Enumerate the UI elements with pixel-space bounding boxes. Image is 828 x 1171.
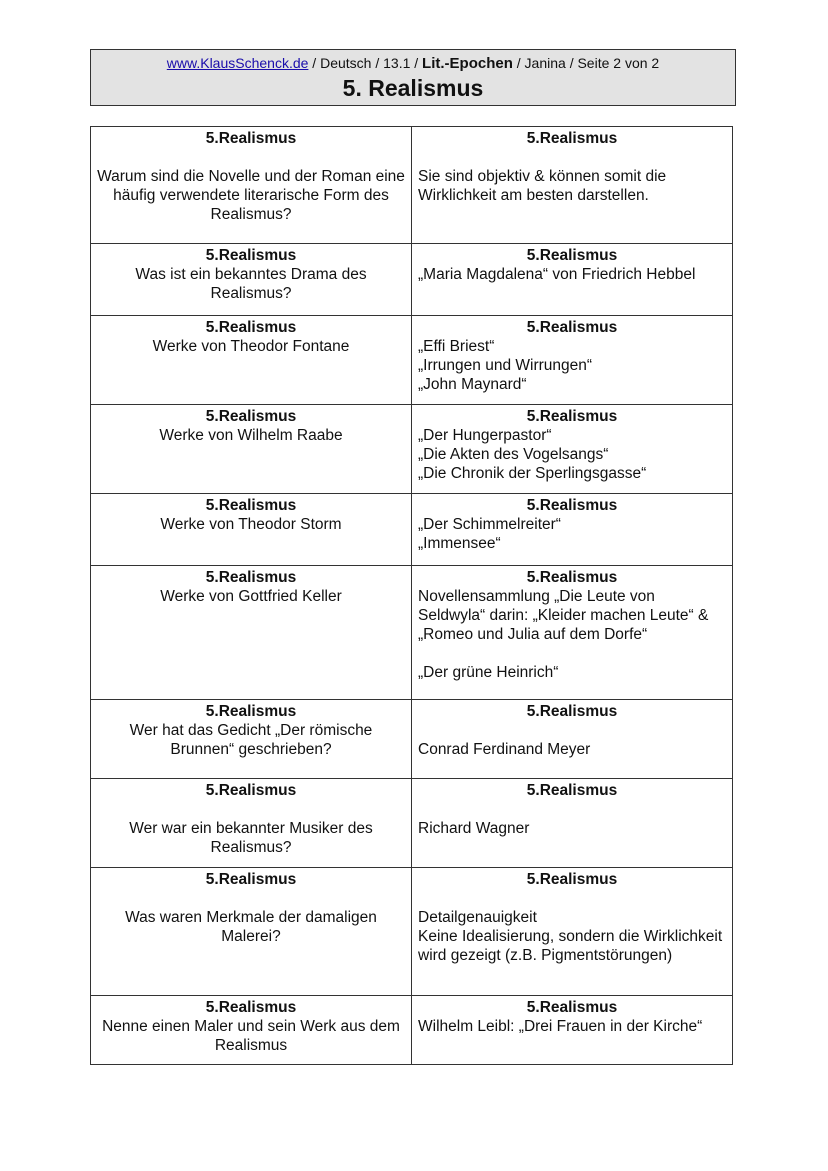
question-cell (91, 700, 412, 779)
answer-text: Detailgenauigkeit Keine Idealisierung, sondern die Wirklichkeit wird gezeigt (z.B. Pigmentstörungen) (418, 909, 723, 964)
question-text: Werke von Theodor Storm (160, 516, 342, 533)
card-row (91, 566, 733, 700)
answer-cell (412, 494, 733, 566)
answer-cell (412, 244, 733, 316)
question-cell (91, 996, 412, 1065)
answer-caption: 5.Realismus (526, 319, 618, 336)
answer-caption: 5.Realismus (526, 130, 618, 147)
question-caption: 5.Realismus (205, 130, 297, 147)
page-title: 5. Realismus (342, 75, 484, 101)
question-cell (91, 868, 412, 996)
answer-text: „Effi Briest“ „Irrungen und Wirrungen“ „John Maynard“ (418, 338, 593, 393)
question-cell (91, 779, 412, 868)
question-cell (91, 244, 412, 316)
answer-caption: 5.Realismus (526, 569, 618, 586)
question-caption: 5.Realismus (205, 569, 297, 586)
question-text: Werke von Wilhelm Raabe (159, 427, 343, 444)
answer-text: „Maria Magdalena“ von Friedrich Hebbel (418, 266, 696, 283)
question-text: Wer hat das Gedicht „Der römische Brunnen“ geschrieben? (129, 722, 373, 758)
answer-caption: 5.Realismus (526, 497, 618, 514)
card-row (91, 127, 733, 244)
question-text: Nenne einen Maler und sein Werk aus dem Realismus (102, 1018, 400, 1054)
question-caption: 5.Realismus (205, 497, 297, 514)
answer-text: „Der Hungerpastor“ „Die Akten des Vogelsangs“ „Die Chronik der Sperlingsgasse“ (418, 427, 647, 482)
question-text: Wer war ein bekannter Musiker des Realismus? (129, 820, 373, 856)
answer-cell (412, 316, 733, 405)
card-row (91, 996, 733, 1065)
question-cell (91, 566, 412, 700)
question-text: Was ist ein bekanntes Drama des Realismus? (135, 266, 367, 302)
question-caption: 5.Realismus (205, 319, 297, 336)
card-row (91, 244, 733, 316)
question-text: Werke von Theodor Fontane (152, 338, 350, 355)
header-breadcrumb (91, 54, 735, 73)
breadcrumb-path: / Deutsch / 13.1 / (308, 55, 423, 71)
answer-cell (412, 779, 733, 868)
card-row (91, 316, 733, 405)
card-row (91, 405, 733, 494)
page-header (90, 49, 736, 106)
question-cell (91, 127, 412, 244)
question-text: Warum sind die Novelle und der Roman eine häufig verwendete literarische Form des Realismus? (97, 168, 405, 223)
answer-caption: 5.Realismus (526, 247, 618, 264)
flashcard-table (90, 126, 733, 1065)
answer-cell (412, 127, 733, 244)
answer-text: Novellensammlung „Die Leute von Seldwyla“ darin: „Kleider machen Leute“ & „Romeo und Julia auf dem Dorfe“ „Der grüne Heinrich“ (418, 588, 709, 681)
breadcrumb-topic: Lit.-Epochen (422, 55, 513, 72)
site-link[interactable]: www.KlausSchenck.de (166, 55, 309, 71)
answer-cell (412, 566, 733, 700)
question-caption: 5.Realismus (205, 408, 297, 425)
answer-caption: 5.Realismus (526, 703, 618, 720)
question-caption: 5.Realismus (205, 703, 297, 720)
answer-text: Wilhelm Leibl: „Drei Frauen in der Kirche“ (418, 1018, 703, 1035)
answer-cell (412, 868, 733, 996)
question-cell (91, 494, 412, 566)
answer-text: Sie sind objektiv & können somit die Wirklichkeit am besten darstellen. (418, 168, 667, 204)
question-text: Was waren Merkmale der damaligen Malerei? (125, 909, 377, 945)
answer-cell (412, 996, 733, 1065)
breadcrumb-rest: / Janina / Seite 2 von 2 (512, 55, 660, 71)
answer-caption: 5.Realismus (526, 871, 618, 888)
card-row (91, 868, 733, 996)
answer-cell (412, 405, 733, 494)
answer-cell (412, 700, 733, 779)
answer-caption: 5.Realismus (526, 999, 618, 1016)
question-text: Werke von Gottfried Keller (160, 588, 342, 605)
question-cell (91, 405, 412, 494)
question-cell (91, 316, 412, 405)
card-row (91, 700, 733, 779)
answer-text: „Der Schimmelreiter“ „Immensee“ (418, 516, 561, 552)
answer-text: Conrad Ferdinand Meyer (418, 741, 591, 758)
question-caption: 5.Realismus (205, 871, 297, 888)
answer-caption: 5.Realismus (526, 782, 618, 799)
answer-text: Richard Wagner (418, 820, 530, 837)
card-row (91, 494, 733, 566)
question-caption: 5.Realismus (205, 247, 297, 264)
card-row (91, 779, 733, 868)
answer-caption: 5.Realismus (526, 408, 618, 425)
question-caption: 5.Realismus (205, 782, 297, 799)
question-caption: 5.Realismus (205, 999, 297, 1016)
